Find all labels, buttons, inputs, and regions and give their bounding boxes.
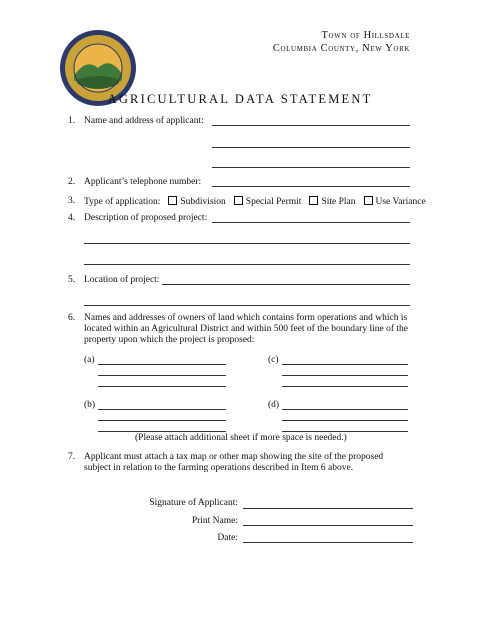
slot-a-label: (a) [84, 355, 95, 365]
slot-a-line-1[interactable] [98, 364, 226, 365]
site-plan-option: Site Plan [321, 197, 356, 207]
slot-b-line-3[interactable] [98, 431, 226, 432]
item-number: 2. [68, 177, 76, 187]
telephone-line[interactable] [212, 186, 410, 187]
document-title: AGRICULTURAL DATA STATEMENT [107, 92, 373, 106]
use-variance-checkbox[interactable] [364, 196, 373, 205]
owners-text-line-2: located within an Agricultural District and within 500 feet of the boundary line of the [84, 324, 408, 334]
item-number: 6. [68, 313, 76, 323]
item-number: 3. [68, 196, 76, 206]
applicant-address-line-2[interactable] [212, 167, 410, 168]
slot-a-line-2[interactable] [98, 375, 226, 376]
county-name: Columbia County, New York [272, 43, 410, 54]
applicant-address-line-1[interactable] [212, 147, 410, 148]
owners-text-line-3: property upon which the project is proposed: [84, 335, 255, 345]
tax-map-text-line-2: subject in relation to the farming operations described in Item 6 above. [84, 463, 354, 473]
project-description-line-2[interactable] [84, 243, 410, 244]
project-location-label: Location of project: [84, 275, 160, 285]
application-type-label: Type of application: [84, 197, 161, 207]
item-number: 1. [68, 116, 76, 126]
applicant-name-line[interactable] [212, 125, 410, 126]
slot-b-line-1[interactable] [98, 409, 226, 410]
application-type-row [84, 196, 426, 208]
slot-b-line-2[interactable] [98, 420, 226, 421]
slot-d-line-1[interactable] [282, 409, 408, 410]
owners-text-line-1: Names and addresses of owners of land which contains form operations and which is [84, 313, 408, 323]
slot-a-line-3[interactable] [98, 386, 226, 387]
item-number: 4. [68, 213, 76, 223]
item-number: 7. [68, 452, 76, 462]
item-number: 5. [68, 275, 76, 285]
signature-line[interactable] [243, 508, 413, 509]
town-name: Town of Hillsdale [321, 30, 410, 41]
slot-c-line-1[interactable] [282, 364, 408, 365]
applicant-name-label: Name and address of applicant: [84, 116, 204, 126]
special-permit-checkbox[interactable] [234, 196, 243, 205]
project-description-line-1[interactable] [212, 222, 410, 223]
use-variance-option: Use Variance [375, 197, 426, 207]
project-location-line-1[interactable] [162, 284, 410, 285]
special-permit-option: Special Permit [245, 197, 302, 207]
slot-b-label: (b) [84, 400, 96, 410]
site-plan-checkbox[interactable] [309, 196, 318, 205]
slot-d-label: (d) [268, 400, 280, 410]
slot-d-line-2[interactable] [282, 420, 408, 421]
slot-d-line-3[interactable] [282, 431, 408, 432]
subdivision-checkbox[interactable] [168, 196, 177, 205]
date-line[interactable] [243, 542, 413, 543]
tax-map-text-line-1: Applicant must attach a tax map or other map showing the site of the proposed [84, 452, 384, 462]
slot-c-line-3[interactable] [282, 386, 408, 387]
subdivision-option: Subdivision [180, 197, 226, 207]
additional-sheet-note: (Please attach additional sheet if more space is needed.) [135, 433, 347, 443]
project-location-line-2[interactable] [84, 305, 410, 306]
date-label: Date: [217, 533, 238, 543]
project-description-line-3[interactable] [84, 264, 410, 265]
signature-label: Signature of Applicant: [149, 498, 238, 508]
print-name-label: Print Name: [191, 516, 238, 526]
print-name-line[interactable] [243, 525, 413, 526]
slot-c-label: (c) [268, 355, 279, 365]
telephone-label: Applicant’s telephone number: [84, 177, 202, 187]
slot-c-line-2[interactable] [282, 375, 408, 376]
project-description-label: Description of proposed project: [84, 213, 208, 223]
